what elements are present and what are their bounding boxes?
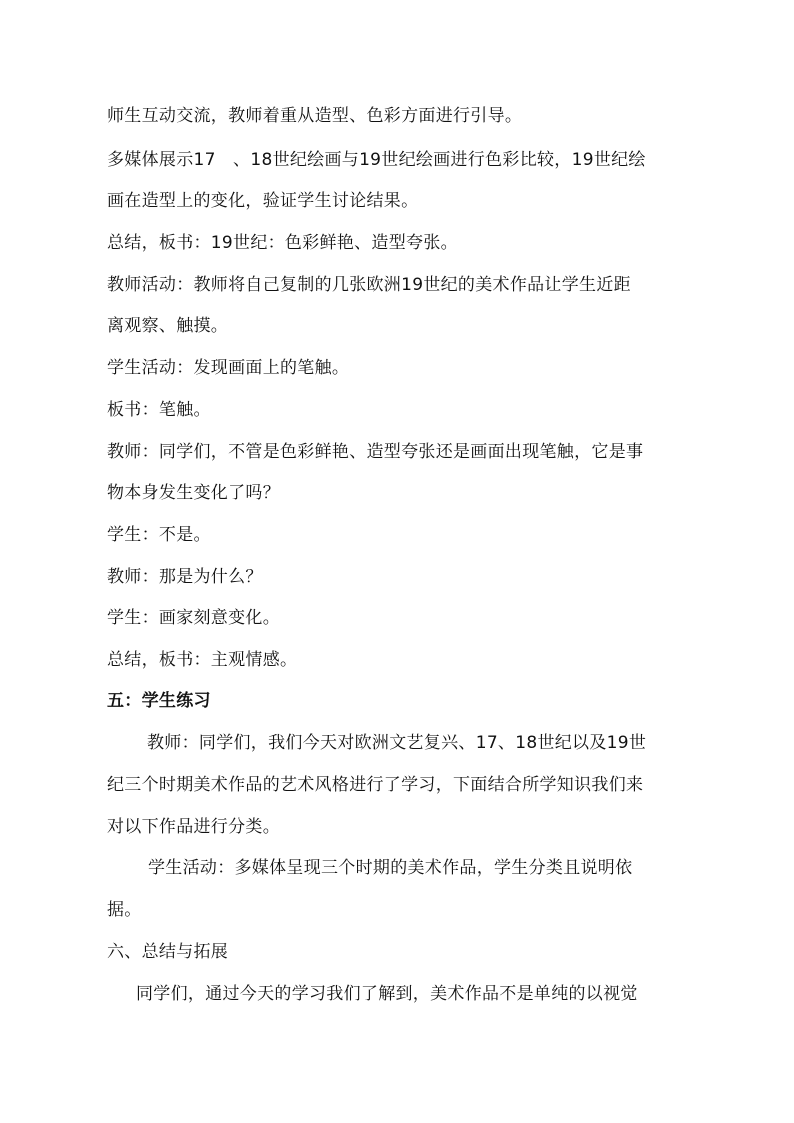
paragraph-line: 总结，板书：主观情感。 [107,650,298,670]
paragraph-line: 多媒体展示17 、18世纪绘画与19世纪绘画进行色彩比较，19世纪绘 [107,150,646,170]
paragraph-line: 纪三个时期美术作品的艺术风格进行了学习，下面结合所学知识我们来 [107,775,644,795]
section-heading: 五：学生练习 [107,691,211,711]
paragraph-line: 教师活动：教师将自己复制的几张欧洲19世纪的美术作品让学生近距 [107,275,631,295]
paragraph-line: 画在造型上的变化，验证学生讨论结果。 [107,191,419,211]
paragraph-line: 学生：不是。 [107,525,211,545]
paragraph-line: 板书：笔触。 [107,400,211,420]
section-heading: 六、总结与拓展 [107,942,229,962]
paragraph-line: 教师：同学们，我们今天对欧洲文艺复兴、17、18世纪以及19世 [147,733,647,753]
paragraph-line: 总结，板书：19世纪：色彩鲜艳、造型夸张。 [107,233,458,253]
paragraph-line: 离观察、触摸。 [107,316,229,336]
paragraph-line: 学生活动：发现画面上的笔触。 [107,358,350,378]
paragraph-line: 师生互动交流，教师着重从造型、色彩方面进行引导。 [107,106,523,126]
paragraph-line: 物本身发生变化了吗？ [107,483,280,503]
paragraph-line: 学生：画家刻意变化。 [107,608,280,628]
paragraph-line: 据。 [107,900,142,920]
paragraph-line: 学生活动：多媒体呈现三个时期的美术作品，学生分类且说明依 [148,858,633,878]
paragraph-line: 教师：那是为什么？ [107,567,263,587]
paragraph-line: 对以下作品进行分类。 [107,817,280,837]
paragraph-line: 同学们，通过今天的学习我们了解到，美术作品不是单纯的以视觉 [136,984,638,1004]
paragraph-line: 教师：同学们，不管是色彩鲜艳、造型夸张还是画面出现笔触，它是事 [107,442,644,462]
